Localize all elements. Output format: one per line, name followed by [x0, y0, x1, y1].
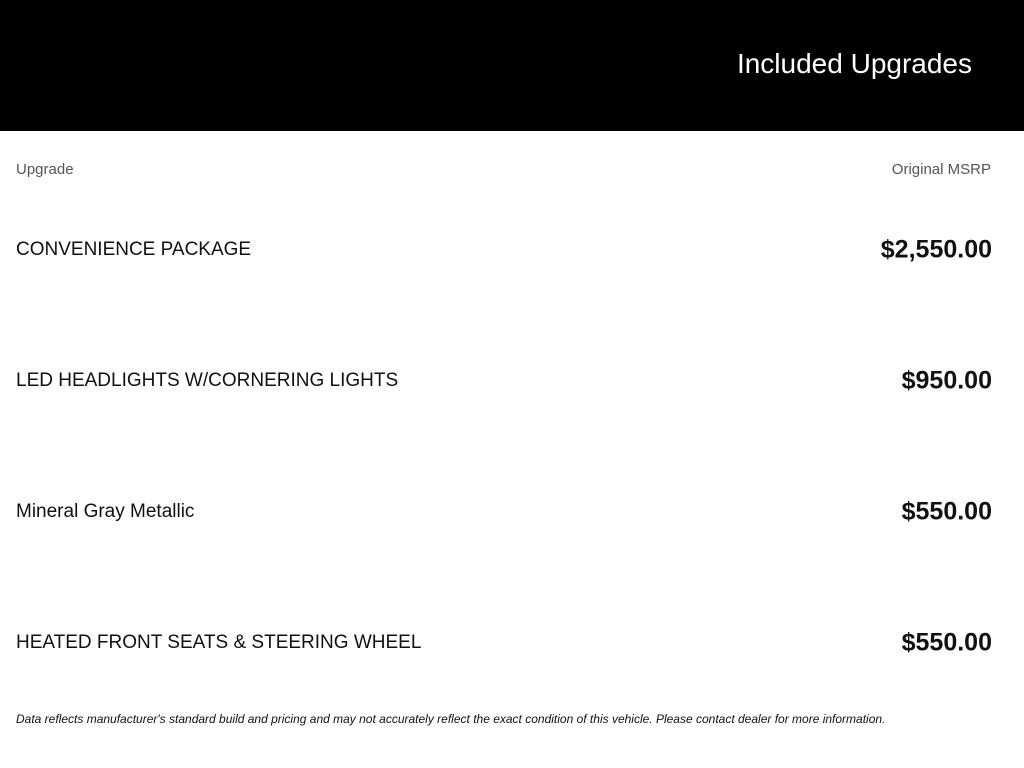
- upgrade-name: LED HEADLIGHTS W/CORNERING LIGHTS: [16, 370, 399, 391]
- upgrade-price: $950.00: [901, 366, 992, 395]
- upgrade-price: $2,550.00: [880, 235, 992, 264]
- upgrade-row: [16, 623, 992, 663]
- upgrade-name: HEATED FRONT SEATS & STEERING WHEEL: [16, 632, 422, 653]
- upgrade-name: CONVENIENCE PACKAGE: [16, 239, 252, 260]
- disclaimer-text: Data reflects manufacturer's standard build and pricing and may not accurately reflect the exact condition of this vehicle. Please contact dealer for more information.: [16, 712, 886, 726]
- header-bar: [0, 0, 1024, 131]
- upgrade-row: [16, 230, 992, 270]
- column-header-upgrade: Upgrade: [16, 161, 74, 178]
- upgrade-row: [16, 361, 992, 401]
- upgrade-price: $550.00: [901, 628, 992, 657]
- upgrade-price: $550.00: [901, 497, 992, 526]
- upgrade-name: Mineral Gray Metallic: [16, 501, 195, 522]
- upgrade-row: [16, 492, 992, 532]
- page-title: Included Upgrades: [736, 48, 972, 79]
- column-header-msrp: Original MSRP: [891, 161, 991, 178]
